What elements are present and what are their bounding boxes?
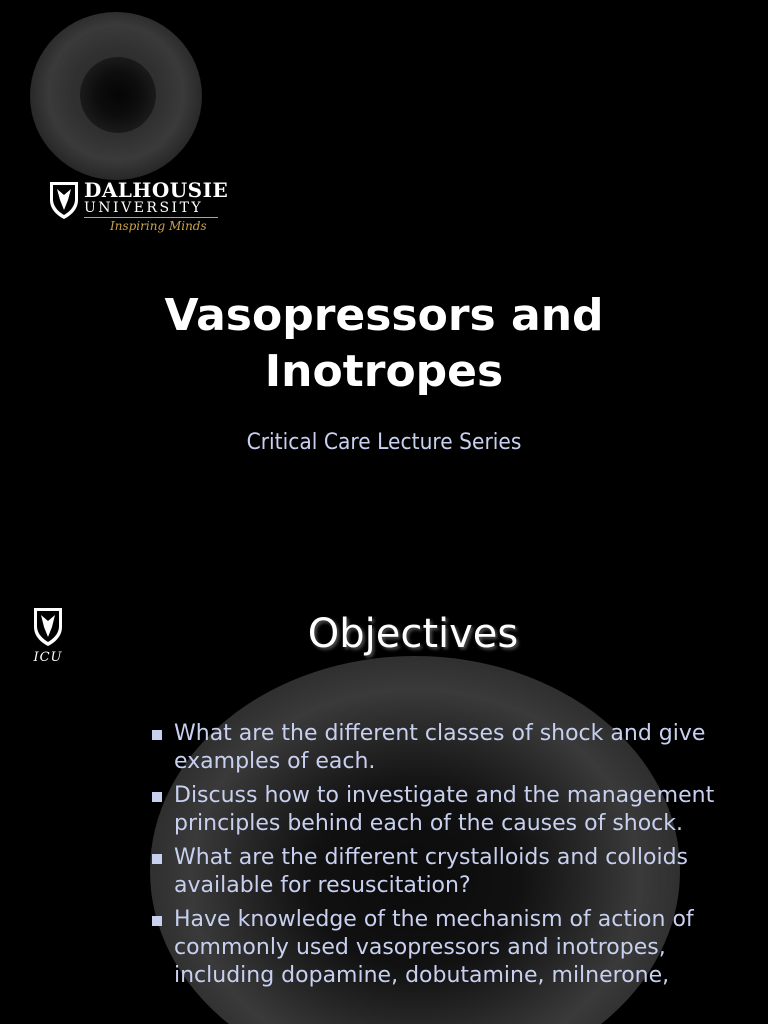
list-item-text: Have knowledge of the mechanism of action of commonly used vasopressors and inotropes, including dopamine, dobutamine, milnerone, (174, 907, 694, 988)
title-line-2: Inotropes (264, 346, 504, 397)
square-bullet-icon (152, 854, 162, 864)
logo-divider (84, 217, 218, 218)
logo-name: DALHOUSIE (84, 178, 229, 202)
logo-subname: UNIVERSITY (84, 200, 204, 216)
list-item (150, 844, 730, 900)
list-item (150, 720, 730, 776)
square-bullet-icon (152, 792, 162, 802)
square-bullet-icon (152, 916, 162, 926)
title-line-1: Vasopressors and (164, 290, 604, 341)
eye-graphic (30, 12, 202, 180)
objectives-slide (0, 576, 768, 1024)
list-item-text: Discuss how to investigate and the management principles behind each of the causes of shock. (174, 783, 715, 836)
icu-logo-text: ICU (33, 650, 63, 665)
objectives-list (150, 720, 730, 996)
list-item-text: What are the different classes of shock and give examples of each. (174, 721, 706, 774)
dalhousie-crest-icon (48, 180, 80, 220)
eye-iris (80, 57, 156, 133)
objectives-title: Objectives (307, 611, 519, 657)
list-item-text: What are the different crystalloids and colloids available for resuscitation? (174, 845, 689, 898)
slide-title (0, 288, 768, 400)
square-bullet-icon (152, 730, 162, 740)
slide-subtitle: Critical Care Lecture Series (246, 430, 522, 455)
dalhousie-logo (48, 178, 229, 236)
logo-tagline: Inspiring Minds (110, 219, 207, 233)
list-item (150, 782, 730, 838)
list-item (150, 906, 730, 990)
